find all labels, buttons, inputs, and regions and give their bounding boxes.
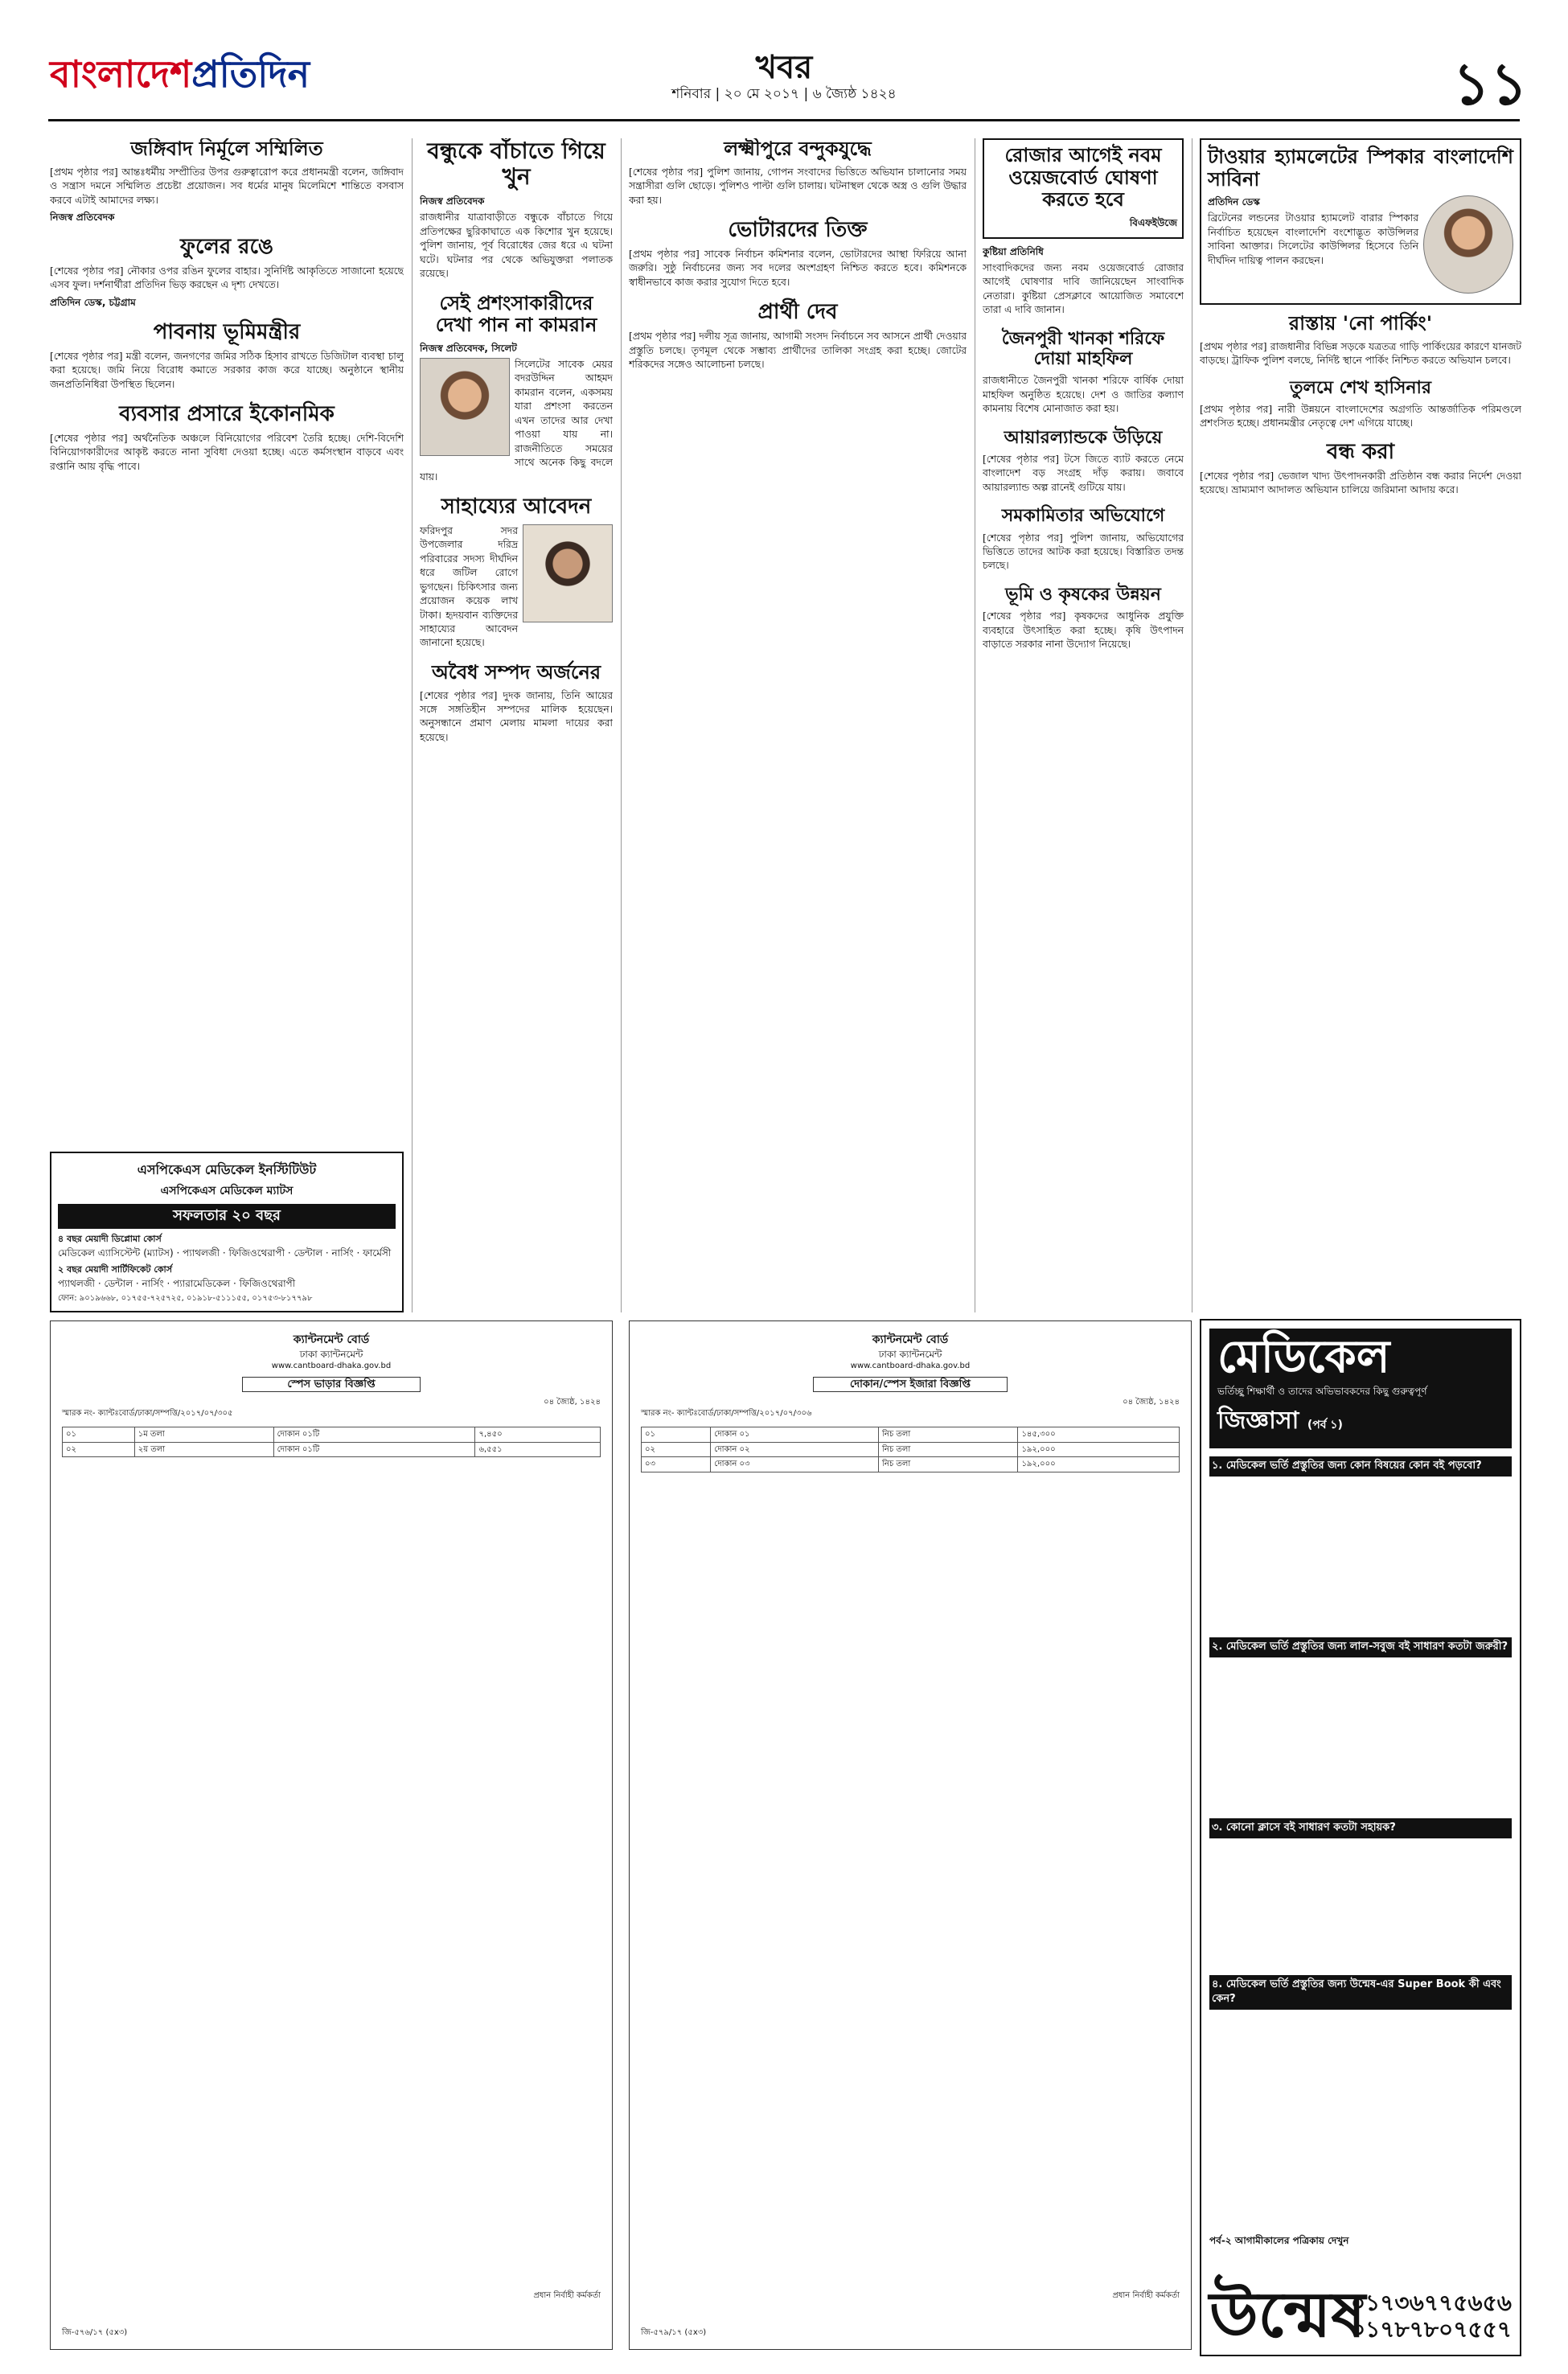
newspaper-logo [50, 47, 396, 111]
tender-notice-space [50, 1320, 613, 2350]
table-cell: ০৩ [642, 1457, 711, 1472]
cert-item: নার্সিং [142, 1277, 164, 1289]
quiz-q2: ২. মেডিকেল ভর্তি প্রস্তুতির জন্য লাল-সবুজ বই সাধারণ কতটা জরুরী? [1209, 1637, 1512, 1657]
logo-part-a: বাংলাদেশ [50, 52, 192, 96]
left-column [50, 138, 404, 1144]
dateline-rojar: কুষ্টিয়া প্রতিনিধি [983, 245, 1044, 257]
table-row [642, 1442, 1180, 1457]
body-fuler: [শেষের পৃষ্ঠার পর] নৌকার ওপর রঙিন ফুলের বাহার। সুনির্দিষ্ট আকৃতিতে সাজানো হয়েছে এসব ফুল। দর্শনার্থীরা প্রতিদিন ভিড় করছেন এ দৃশ্য দেখতে। [50, 265, 404, 291]
headline-jainpuri: জৈনপুরী খানকা শরিফে দোয়া মাহফিল [1001, 328, 1165, 369]
headline-tower: টাওয়ার হ্যামলেটের স্পিকার বাংলাদেশি সাবিনা [1208, 146, 1513, 191]
quiz-subtitle-text: জিজ্ঞাসা [1217, 1407, 1299, 1435]
institute-sub: এসপিকেএস মেডিকেল ম্যাটস [160, 1185, 293, 1197]
body-bandhuke: রাজধানীর যাত্রাবাড়ীতে বন্ধুকে বাঁচাতে গিয়ে প্রতিপক্ষের ছুরিকাঘাতে এক কিশোর খুন হয়েছে। পুলিশ জানায়, পূর্ব বিরোধের জের ধরে এ ঘটনা ঘটে। ঘটনার পর থেকে অভিযুক্তরা পলাতক রয়েছে। [420, 212, 613, 280]
body-awaidh: [শেষের পৃষ্ঠার পর] দুদক জানায়, তিনি আয়ের সঙ্গে সঙ্গতিহীন সম্পদের মালিক হয়েছেন। অনুসন্ধানে প্রমাণ মেলায় মামলা দায়ের করা হয়েছে। [420, 689, 613, 743]
byline-bandhuke: নিজস্ব প্রতিবেদক [420, 195, 485, 207]
table-cell: ৬,৫৫১ [475, 1442, 601, 1457]
cert-list: প্যাথলজী · ডেন্টাল · নার্সিং · প্যারামেডিকেল · ফিজিওথেরাপী [58, 1277, 296, 1289]
tender-ref: জি-৫৭৬/১৭ (৫x৩) [62, 2327, 128, 2337]
cert-heading: ২ বছর মেয়াদী সার্টিফিকেট কোর্স [58, 1263, 172, 1275]
table-cell: ৭,৪৫০ [475, 1427, 601, 1443]
headline-ireland: আয়ারল্যান্ডকে উড়িয়ে [1004, 427, 1163, 448]
patient-photo [523, 524, 613, 622]
phone-2: ০১৭৮৭৮০৭৫৫৭ [1350, 2316, 1512, 2343]
section-title: খবর [755, 49, 813, 86]
tender-title: দোকান/স্পেস ইজারা বিজ্ঞপ্তি [813, 1377, 1008, 1393]
page-number: ১১ [1452, 50, 1528, 117]
cert-item: প্যারামেডিকেল [173, 1277, 231, 1289]
table-cell: ১৯২,০০০ [1018, 1442, 1180, 1457]
quiz-q1: ১. মেডিকেল ভর্তি প্রস্তুতির জন্য কোন বিষয়ের কোন বই পড়বো? [1209, 1456, 1512, 1477]
table-cell: ০১ [63, 1427, 135, 1443]
headline-tulme: তুলমে শেখ হাসিনার [1289, 377, 1432, 398]
quiz-q3: ৩. কোনো ক্লাসে বই সাধারণ কতটা সহায়ক? [1209, 1818, 1512, 1838]
headline-lakshmipur: লক্ষ্মীপুরে বন্দুকযুদ্ধে [724, 138, 872, 160]
body-samakamitar: [শেষের পৃষ্ঠার পর] পুলিশ জানায়, অভিযোগের ভিত্তিতে তাদের আটক করা হয়েছে। বিস্তারিত তদন্ত চলছে। [983, 532, 1184, 572]
body-rojar: সাংবাদিকদের জন্য নবম ওয়েজবোর্ড রোজার আগেই ঘোষণার দাবি জানিয়েছেন সাংবাদিক নেতারা। কুষ্টিয়া প্রেসক্লাবে আয়োজিত সমাবেশে তারা এ দাবি জানান। [983, 261, 1184, 316]
body-rastay: [প্রথম পৃষ্ঠার পর] রাজধানীর বিভিন্ন সড়কে যত্রতত্র গাড়ি পার্কিংয়ের কারণে যানজট বাড়ছে। ট্রাফিক পুলিশ বলছে, নির্দিষ্ট স্থানে পার্কিং নিশ্চিত করতে অভিযান চলবে। [1200, 340, 1521, 367]
column-divider [621, 138, 622, 1312]
quiz-subtitle [1217, 1401, 1504, 1442]
column-divider [412, 138, 413, 1312]
course-item: মেডিকেল এ্যাসিস্টেন্ট (ম্যাটস) [58, 1247, 174, 1259]
byline-tower: প্রতিদিন ডেস্ক [1208, 196, 1260, 208]
tender-sign: প্রধান নির্বাহী কর্মকর্তা [533, 2290, 601, 2300]
course-item: ফিজিওথেরাপী [228, 1247, 285, 1259]
table-row [63, 1442, 601, 1457]
body-sahajjer: ফরিদপুর সদর উপজেলার দরিদ্র পরিবারের সদস্য দীর্ঘদিন ধরে জটিল রোগে ভুগছেন। চিকিৎসার জন্য প্রয়োজন কয়েক লাখ টাকা। হৃদয়বান ব্যক্তিদের সাহায্যের আবেদন জানানো হয়েছে। [420, 524, 518, 649]
quiz-lead: ভর্তিচ্ছু শিক্ষার্থী ও তাদের অভিভাবকদের কিছু গুরুত্বপূর্ণ [1217, 1386, 1427, 1397]
table-cell: নিচ তলা [878, 1457, 1017, 1472]
masthead-divider [48, 119, 1520, 121]
course-item: নার্সিং [331, 1247, 354, 1259]
cert-item: ফিজিওথেরাপী [239, 1277, 296, 1289]
body-bondho: [শেষের পৃষ্ঠার পর] ভেজাল খাদ্য উৎপাদনকারী প্রতিষ্ঠান বন্ধ করার নির্দেশ দেওয়া হয়েছে। ভ্রাম্যমাণ আদালত অভিযান চালিয়ে জরিমানা আদায় করে। [1200, 470, 1521, 496]
tender-org: ক্যান্টনমেন্ট বোর্ড [293, 1333, 370, 1346]
body-byabsha: [শেষের পৃষ্ঠার পর] অর্থনৈতিক অঞ্চলে বিনিয়োগের পরিবেশ তৈরি হচ্ছে। দেশি-বিদেশি বিনিয়োগকারীদের আকৃষ্ট করতে নানা সুবিধা দেওয়া হচ্ছে। এতে কর্মসংস্থান বাড়বে এবং রপ্তানি আয় বৃদ্ধি পাবে। [50, 432, 404, 472]
tender-place: ঢাকা ক্যান্টনমেন্ট [299, 1348, 363, 1360]
unmesh-phones [1351, 2290, 1512, 2343]
table-cell: ১৪৫,৩০০ [1018, 1427, 1180, 1443]
institute-phone: ফোন: ৯০১৯৬৬৮, ০১৭৫৫-৭২৫৭২৫, ০১৯১৮-৫১১১৫৫, ০১৭৫৩-৮১৭৭৯৮ [58, 1294, 313, 1304]
table-cell: ২য় তলা [134, 1442, 273, 1457]
body-tulme: [প্রথম পৃষ্ঠার পর] নারী উন্নয়নে বাংলাদেশের অগ্রগতি আন্তর্জাতিক পরিমণ্ডলে প্রশংসিত হচ্ছে। প্রধানমন্ত্রীর নেতৃত্বে দেশ এগিয়ে যাচ্ছে। [1200, 403, 1521, 429]
table-cell: দোকান ০২ [711, 1442, 879, 1457]
headline-awaidh: অবৈধ সম্পদ অর্জনের [431, 660, 601, 684]
body-ireland: [শেষের পৃষ্ঠার পর] টসে জিতে ব্যাট করতে নেমে বাংলাদেশ বড় সংগ্রহ দাঁড় করায়। জবাবে আয়ারল্যান্ড অল্প রানেই গুটিয়ে যায়। [983, 453, 1184, 493]
table-cell: দোকান ০১টি [273, 1442, 475, 1457]
course-item: ফার্মেসী [363, 1247, 392, 1259]
institute-tagline: সফলতার ২০ বছর [58, 1204, 396, 1229]
quiz-q4: ৪. মেডিকেল ভর্তি প্রস্তুতির জন্য উন্মেষ-এর Super Book কী এবং কেন? [1209, 1975, 1512, 2011]
table-row [63, 1427, 601, 1443]
headline-pabnay: পাবনায় ভূমিমন্ত্রীর [153, 319, 301, 344]
medical-institute-ad [50, 1152, 404, 1312]
quiz-body [1209, 1456, 1512, 2010]
table-cell: দোকান ০৩ [711, 1457, 879, 1472]
headline-rojar: রোজার আগেই নবম ওয়েজবোর্ড ঘোষণা করতে হবে [1004, 144, 1162, 212]
tender-table [62, 1427, 601, 1457]
cert-item: ডেন্টাল [104, 1277, 133, 1289]
table-row [642, 1427, 1180, 1443]
headline-bondho: বন্ধ করা [1326, 439, 1395, 464]
quiz-header [1209, 1329, 1512, 1448]
byline-jongibad: নিজস্ব প্রতিবেদক [50, 211, 115, 223]
body-tower: ব্রিটেনের লন্ডনের টাওয়ার হ্যামলেট বারার স্পিকার নির্বাচিত হয়েছেন বাংলাদেশি বংশোদ্ভূত কাউন্সিলর সাবিনা আক্তার। সিলেটের কাউন্সিলর হিসেবে তিনি দীর্ঘদিন দায়িত্ব পালন করছেন। [1208, 212, 1418, 266]
tender-org: ক্যান্টনমেন্ট বোর্ড [872, 1333, 949, 1346]
phone-1: ০১৭৩৬৭৭৫৬৫৬ [1350, 2289, 1512, 2316]
unmesh-brand: উন্মেষ [1209, 2279, 1366, 2351]
body-bhumi: [শেষের পৃষ্ঠার পর] কৃষকদের আধুনিক প্রযুক্তি ব্যবহারে উৎসাহিত করা হচ্ছে। কৃষি উৎপাদন বাড়াতে সরকার নানা উদ্যোগ নিয়েছে। [983, 610, 1184, 651]
table-cell: নিচ তলা [878, 1442, 1017, 1457]
headline-sahajjer: সাহায্যের আবেদন [441, 494, 592, 519]
course-list: মেডিকেল এ্যাসিস্টেন্ট (ম্যাটস) · প্যাথলজী · ফিজিওথেরাপী · ডেন্টাল · নার্সিং · ফার্মেসী [58, 1247, 392, 1259]
tender-ref: জি-৫৭৯/১৭ (৫x৩) [641, 2327, 707, 2337]
quiz-part: (পর্ব ১) [1307, 1419, 1343, 1431]
table-cell: দোকান ০১টি [273, 1427, 475, 1443]
byline-rojar: বিএফইউজে [1129, 216, 1177, 228]
byline-fuler: প্রতিদিন ডেস্ক, চট্টগ্রাম [50, 296, 136, 308]
headline-proshongsha: সেই প্রশংসাকারীদের দেখা পান না কামরান [435, 291, 597, 337]
body-pabnay: [শেষের পৃষ্ঠার পর] মন্ত্রী বলেন, জনগণের জমির সঠিক হিসাব রাখতে ডিজিটাল ব্যবস্থা চালু করা হয়েছে। জমি নিয়ে বিরোধ কমাতে সরকার কাজ করে যাচ্ছে। অনুষ্ঠানে স্থানীয় জনপ্রতিনিধিরা উপস্থিত ছিলেন। [50, 350, 404, 390]
headline-samakamitar: সমকামিতার অভিযোগে [1001, 506, 1165, 527]
fourth-column [983, 138, 1184, 1312]
right-column [1200, 138, 1521, 1055]
quiz-title: মেডিকেল [1217, 1331, 1390, 1383]
headline-jongibad: জঙ্গিবাদ নির্মূলে সম্মিলিত [130, 138, 323, 160]
tender-table [641, 1427, 1180, 1472]
body-proshongsha: সিলেটের সাবেক মেয়র বদরউদ্দিন আহমদ কামরান বলেন, একসময় যারা প্রশংসা করতেন এখন তাদের আর দেখা পাওয়া যায় না। রাজনীতিতে সময়ের সাথে অনেক কিছু বদলে যায়। [420, 358, 613, 483]
course-item: ডেন্টাল [293, 1247, 323, 1259]
byline-proshongsha: নিজস্ব প্রতিবেদক, সিলেট [420, 342, 517, 354]
body-jongibad: [প্রথম পৃষ্ঠার পর] আন্তঃধর্মীয় সম্প্রীতির উপর গুরুত্বারোপ করে প্রধানমন্ত্রী বলেন, জঙ্গিবাদ ও সন্ত্রাস দমনে সম্মিলিত প্রচেষ্টা প্রয়োজন। সব ধর্মের মানুষ মিলেমিশে শান্তিতে বসবাস করবে এটাই আমাদের লক্ষ্য। [50, 166, 404, 206]
headline-rastay: রাস্তায় 'নো পার্কিং' [1288, 312, 1433, 335]
headline-byabsha: ব্যবসার প্রসারে ইকোনমিক [119, 402, 335, 427]
table-cell: নিচ তলা [878, 1427, 1017, 1443]
headline-prarthi: প্রার্থী দেব [757, 300, 838, 325]
sabina-photo [1423, 195, 1513, 294]
body-votar: [প্রথম পৃষ্ঠার পর] সাবেক নির্বাচন কমিশনার বলেন, ভোটারদের আস্থা ফিরিয়ে আনা জরুরি। সুষ্ঠু নির্বাচনের জন্য সব দলের অংশগ্রহণ নিশ্চিত করতে হবে। কমিশনকে স্বাধীনভাবে কাজ করার সুযোগ দিতে হবে। [629, 248, 967, 288]
table-cell: ১৯২,০০০ [1018, 1457, 1180, 1472]
course-item: প্যাথলজী [183, 1247, 220, 1259]
cert-item: প্যাথলজী [58, 1277, 95, 1289]
table-cell: ০২ [642, 1442, 711, 1457]
tender-notice-shop [629, 1320, 1192, 2350]
tower-box [1200, 138, 1521, 305]
tender-date: ০৪ জ্যৈষ্ঠ, ১৪২৪ [544, 1398, 601, 1407]
body-jainpuri: রাজধানীতে জৈনপুরী খানকা শরিফে বার্ষিক দোয়া মাহফিল অনুষ্ঠিত হয়েছে। দেশ ও জাতির কল্যাণ কামনায় বিশেষ মোনাজাত করা হয়। [983, 375, 1184, 415]
tender-date: ০৪ জ্যৈষ্ঠ, ১৪২৪ [1123, 1398, 1180, 1407]
kamran-photo [420, 358, 510, 456]
body-lakshmipur: [শেষের পৃষ্ঠার পর] পুলিশ জানায়, গোপন সংবাদের ভিত্তিতে অভিযান চালানোর সময় সন্ত্রাসীরা গুলি ছোড়ে। পুলিশও পাল্টা গুলি চালায়। ঘটনাস্থল থেকে অস্ত্র ও গুলি উদ্ধার করা হয়। [629, 166, 967, 206]
tender-site: www.cantboard-dhaka.gov.bd [850, 1362, 971, 1371]
third-column [629, 138, 967, 1312]
tender-title: স্পেস ভাড়ার বিজ্ঞপ্তি [242, 1377, 421, 1393]
tender-memo: স্মারক নং- ক্যান্টঃবোর্ড/ঢাকা/সম্পত্তি/২০১৭/০৭/৩০৬ [641, 1408, 812, 1418]
issue-date: শনিবার | ২০ মে ২০১৭ | ৬ জ্যৈষ্ঠ ১৪২৪ [671, 86, 897, 102]
table-row [642, 1457, 1180, 1472]
course-heading: ৪ বছর মেয়াদী ডিপ্লোমা কোর্স [58, 1234, 162, 1244]
tender-place: ঢাকা ক্যান্টনমেন্ট [878, 1348, 942, 1360]
headline-votar: ভোটারদের তিক্ত [728, 217, 868, 242]
logo-part-b: প্রতিদিন [191, 52, 310, 96]
headline-bhumi: ভূমি ও কৃষকের উন্নয়ন [1005, 584, 1161, 605]
second-column [420, 138, 613, 1312]
tender-site: www.cantboard-dhaka.gov.bd [271, 1362, 392, 1371]
quiz-footer: পর্ব-২ আগামীকালের পত্রিকায় দেখুন [1209, 2235, 1349, 2246]
table-cell: ০২ [63, 1442, 135, 1457]
headline-fuler: ফুলের রঙে [180, 234, 273, 259]
body-prarthi: [প্রথম পৃষ্ঠার পর] দলীয় সূত্র জানায়, আগামী সংসদ নির্বাচনে সব আসনে প্রার্থী দেওয়ার প্রস্তুতি চলছে। তৃণমূল থেকে সম্ভাব্য প্রার্থীদের তালিকা সংগ্রহ করা হচ্ছে। জোটের শরিকদের সঙ্গেও আলোচনা চলছে। [629, 331, 967, 370]
table-cell: ১ম তলা [134, 1427, 273, 1443]
headline-bandhuke: বন্ধুকে বাঁচাতে গিয়ে খুন [427, 138, 605, 191]
rojar-box [983, 138, 1184, 239]
tender-memo: স্মারক নং- ক্যান্টঃবোর্ড/ঢাকা/সম্পত্তি/২০১৭/০৭/৩০৫ [62, 1408, 233, 1418]
tender-sign: প্রধান নির্বাহী কর্মকর্তা [1112, 2290, 1180, 2300]
medical-quiz-ad [1200, 1319, 1521, 2356]
table-cell: ০১ [642, 1427, 711, 1443]
institute-name: এসপিকেএস মেডিকেল ইনস্টিটিউট [137, 1162, 317, 1177]
table-cell: দোকান ০১ [711, 1427, 879, 1443]
